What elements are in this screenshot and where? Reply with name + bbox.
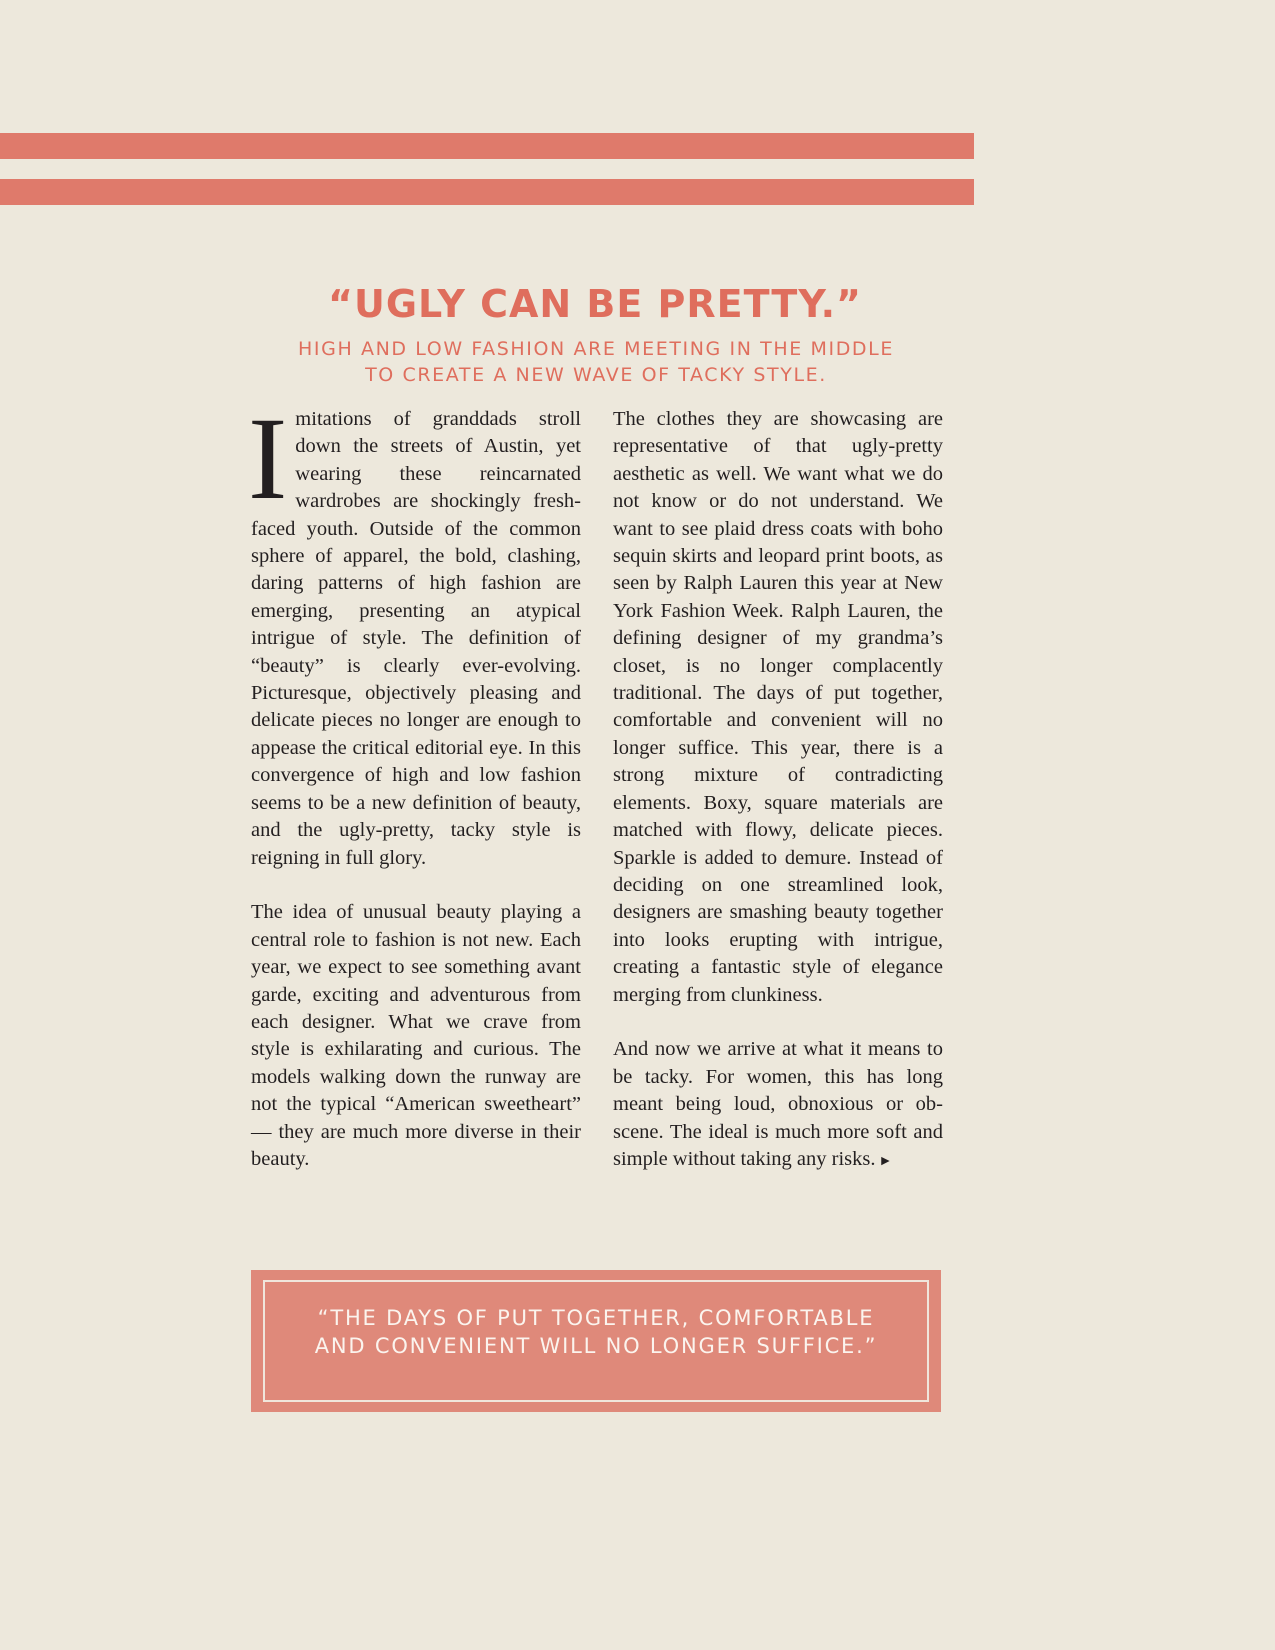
article-column-right <box>613 406 943 1203</box>
decorative-stripe-bottom <box>0 179 974 205</box>
decorative-stripe-top <box>0 133 974 159</box>
article-headline: “UGLY CAN BE PRETTY.” <box>328 282 862 326</box>
paragraph-1-text: mitations of granddads stroll down the streets of Austin, yet wearing these reincarnated wardrobes are shockingly fresh-faced youth. Outside of the common sphere of apparel, the bold, clashing, daring patterns of high fashion are emerging, presenting an atypical intrigue of style. The definition of “beauty” is clearly ever-evolving. Picturesque, objectively pleasing and delicate pieces no longer are enough to appease the critical editorial eye. In this convergence of high and low fashion seems to be a new definition of beauty, and the ugly-pretty, tacky style is reigning in full glory. <box>251 408 581 869</box>
paragraph-4-text: And now we arrive at what it means to be tacky. For women, this has long meant being loud, obnoxious or obscene. The ideal is much more soft and simple without taking any risks. <box>613 1038 943 1170</box>
continue-arrow-icon: ► <box>878 1153 893 1169</box>
subhead-line-2: TO CREATE A NEW WAVE OF TACKY STYLE. <box>365 364 827 386</box>
pull-quote-line-1: “THE DAYS OF PUT TOGETHER, COMFORTABLE <box>317 1306 875 1330</box>
pull-quote-text <box>251 1304 941 1360</box>
article-paragraph-4 <box>613 1036 943 1175</box>
article-subhead <box>250 336 942 388</box>
article-paragraph-3: The clothes they are showcasing are representative of that ugly-pretty aesthetic as well. We want what we do not know or do not understand. We want to see plaid dress coats with boho sequin skirts and leopard print boots, as seen by Ralph Lauren this year at New York Fashion Week. Ralph Lauren, the defining designer of my grandma’s closet, is no longer complacently traditional. The days of put together, comfortable and convenient will no longer suffice. This year, there is a strong mixture of contradicting elements. Boxy, square materials are matched with flowy, delicate pieces. Sparkle is added to demure. Instead of deciding on one streamlined look, designers are smashing beauty together into looks erupting with intrigue, creating a fantastic style of elegance merging from clunkiness. <box>613 408 943 1006</box>
drop-cap: I <box>248 393 288 524</box>
article-paragraph-1 <box>248 393 581 872</box>
article-paragraph-2: The idea of unusual beauty playing a central role to fashion is not new. Each year, we expect to see something avant garde, exciting and adventurous from each designer. What we crave from style is exhilarating and curious. The models walking down the runway are not the typical “American sweetheart” — they are much more diverse in their beauty. <box>251 901 581 1170</box>
subhead-line-1: HIGH AND LOW FASHION ARE MEETING IN THE MIDDLE <box>298 338 894 360</box>
article-column-left <box>248 393 581 1201</box>
pull-quote-box <box>251 1270 941 1412</box>
pull-quote-line-2: AND CONVENIENT WILL NO LONGER SUFFICE.” <box>314 1334 878 1358</box>
